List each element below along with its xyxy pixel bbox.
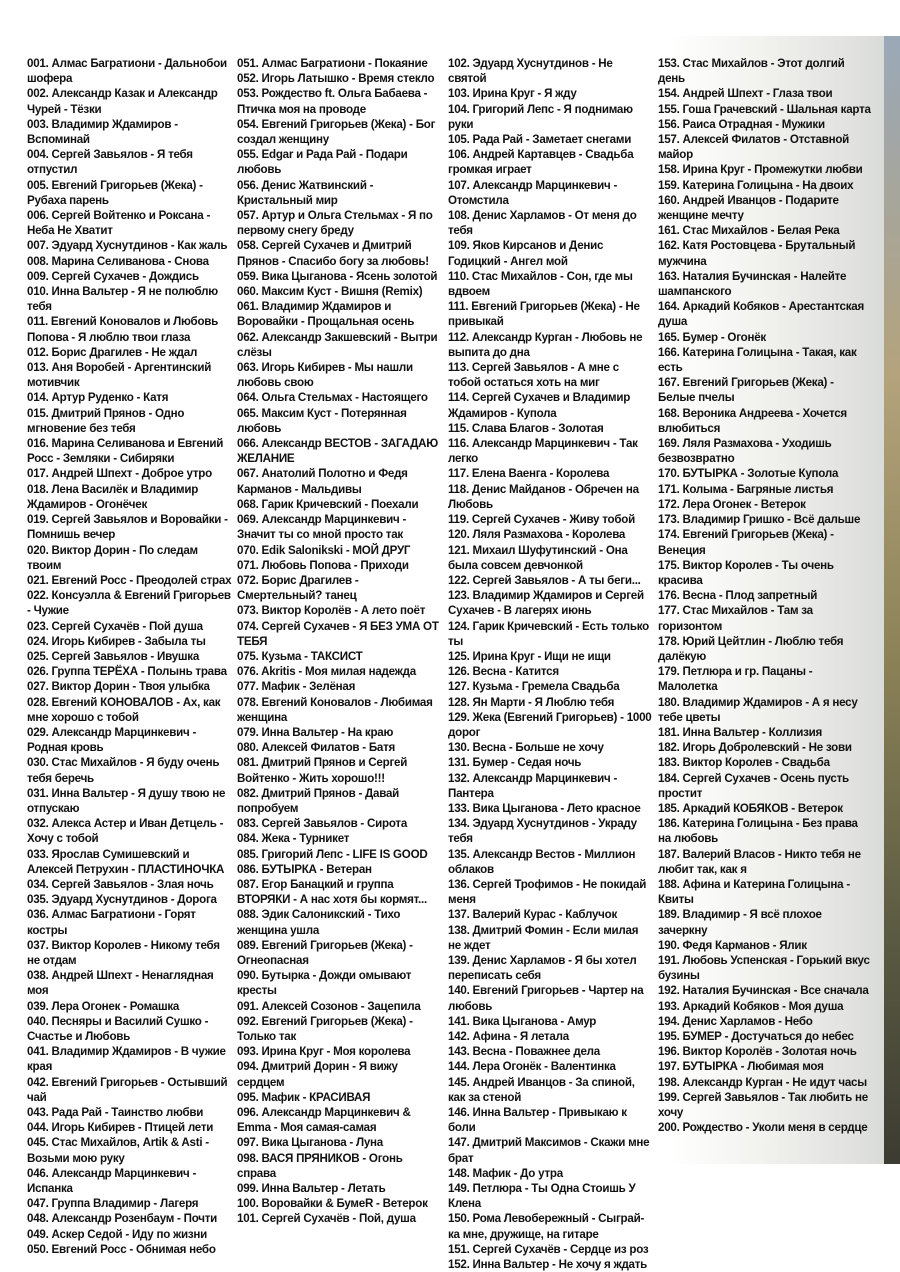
track-entry: 132. Александр Марцинкевич - Пантера [448,771,618,800]
track-entry: 007. Эдуард Хуснутдинов - Как жаль [27,239,228,253]
track-entry: 125. Ирина Круг - Ищи не ищи [448,649,611,663]
track-entry: 170. БУТЫРКА - Золотые Купола [658,467,839,481]
track-entry: 069. Александр Марцинкевич - Значит ты со мной просто так [237,513,407,542]
track-entry: 099. Инна Вальтер - Летать [237,1182,386,1196]
track-entry: 001. Алмас Багратиони - Дальнобои шофера [27,57,227,86]
track-entry: 095. Мафик - КРАСИВАЯ [237,1090,371,1104]
track-entry: 081. Дмитрий Прянов и Сергей Войтенко - Жить хорошо!!! [237,756,408,785]
track-entry: 049. Аскер Седой - Иду по жизни [27,1227,207,1241]
track-entry: 156. Раиса Отрадная - Мужики [658,117,825,131]
track-entry: 102. Эдуард Хуснутдинов - Не святой [448,57,613,86]
track-entry: 118. Денис Майданов - Обречен на Любовь [448,482,639,511]
track-entry: 111. Евгений Григорьев (Жека) - Не привыкай [448,300,640,329]
track-entry: 155. Гоша Грачевский - Шальная карта [658,102,871,116]
track-entry: 121. Михаил Шуфутинский - Она была совсем девчонкой [448,543,628,572]
track-entry: 030. Стас Михайлов - Я буду очень тебя беречь [27,756,220,785]
track-entry: 179. Петлюра и гр. Пацаны - Малолетка [658,665,813,694]
track-entry: 061. Владимир Ждамиров и Воровайки - Прощальная осень [237,300,415,329]
track-entry: 020. Виктор Дорин - По следам твоим [27,543,198,572]
track-entry: 027. Виктор Дорин - Твоя улыбка [27,680,210,694]
track-entry: 100. Воровайки & БумеR - Ветерок [237,1197,428,1211]
track-entry: 003. Владимир Ждамиров - Вспоминай [27,117,178,147]
track-entry: 135. Александр Вестов - Миллион облаков [448,847,636,876]
track-entry: 004. Сергей Завьялов - Я тебя отпустил [27,148,193,177]
track-entry: 112. Александр Курган - Любовь не выпита до дна [448,330,643,359]
track-entry: 085. Григорий Лепс - LIFE IS GOOD [237,847,428,861]
track-entry: 153. Стас Михайлов - Этот долгий день [658,57,845,86]
track-entry: 047. Группа Владимир - Лагеря [27,1197,199,1211]
track-entry: 078. Евгений Коновалов - Любимая женщина [237,695,433,724]
track-entry: 082. Дмитрий Прянов - Давай попробуем [237,786,400,815]
track-entry: 076. Akritis - Моя милая надежда [237,665,416,679]
track-entry: 060. Максим Куст - Вишня (Remix) [237,285,423,299]
track-entry: 018. Лена Василёк и Владимир Ждамиров - Огонёчек [27,482,199,511]
track-entry: 101. Сергей Сухачёв - Пой, душа [237,1212,416,1226]
track-entry: 193. Аркадий Кобяков - Моя душа [658,999,844,1013]
track-entry: 044. Игорь Кибирев - Птицей лети [27,1121,214,1135]
track-entry: 103. Ирина Круг - Я жду [448,87,577,101]
track-entry: 114. Сергей Сухачев и Владимир Ждамиров - Купола [448,391,631,420]
tracklist-panel [0,36,884,1272]
track-entry: 126. Весна - Катится [448,665,559,679]
track-entry: 199. Сергей Завьялов - Так любить не хочу [658,1090,868,1120]
track-entry: 172. Лера Огонек - Ветерок [658,497,806,511]
track-entry: 168. Вероника Андреева - Хочется влюбиться [658,406,847,435]
track-entry: 071. Любовь Попова - Приходи [237,558,409,572]
track-entry: 176. Весна - Плод запретный [658,589,818,603]
track-entry: 113. Сергей Завьялов - А мне с тобой остаться хоть на миг [448,361,619,390]
track-entry: 108. Денис Харламов - От меня до тебя [448,209,637,238]
track-entry: 015. Дмитрий Прянов - Одно мгновение без тебя [27,406,185,435]
track-entry: 157. Алексей Филатов - Отставной майор [658,133,850,162]
track-entry: 077. Мафик - Зелёная [237,680,356,694]
track-entry: 154. Андрей Шпехт - Глаза твои [658,87,833,101]
track-entry: 084. Жека - Турникет [237,832,350,846]
track-entry: 037. Виктор Королев - Никому тебя не отдам [27,938,220,967]
track-entry: 083. Сергей Завьялов - Сирота [237,817,408,831]
track-entry: 169. Ляля Размахова - Уходишь безвозвратно [658,437,832,466]
track-entry: 167. Евгений Григорьев (Жека) - Белые пчелы [658,376,834,405]
track-entry: 010. Инна Вальтер - Я не полюблю тебя [27,285,218,314]
track-entry: 038. Андрей Шпехт - Ненаглядная моя [27,969,214,998]
track-entry: 088. Эдик Салоникский - Тихо женщина ушла [237,908,401,937]
track-entry: 053. Рождество ft. Ольга Бабаева - Птичка моя на проводе [237,87,428,116]
track-entry: 014. Артур Руденко - Катя [27,391,169,405]
track-entry: 064. Ольга Стельмах - Настоящего [237,391,428,405]
track-entry: 158. Ирина Круг - Промежутки любви [658,163,863,177]
track-entry: 021. Евгений Росс - Преодолей страх [27,573,232,587]
tracklist-column-2 [237,56,443,1226]
track-entry: 181. Инна Вальтер - Коллизия [658,725,822,739]
track-entry: 187. Валерий Власов - Никто тебя не любит так, как я [658,847,861,876]
track-entry: 036. Алмас Багратиони - Горят костры [27,908,196,937]
track-entry: 039. Лера Огонек - Ромашка [27,999,180,1013]
track-entry: 002. Александр Казак и Александр Чурей - Тёзки [27,87,218,116]
track-entry: 141. Вика Цыганова - Амур [448,1014,597,1028]
track-entry: 016. Марина Селиванова и Евгений Росс - Земляки - Сибиряки [27,437,224,466]
track-entry: 131. Бумер - Седая ночь [448,756,582,770]
track-entry: 092. Евгений Григорьев (Жека) - Только так [237,1014,413,1043]
track-entry: 041. Владимир Ждамиров - В чужие края [27,1045,226,1074]
track-entry: 164. Аркадий Кобяков - Арестантская душа [658,300,864,329]
track-entry: 040. Песняры и Василий Сушко - Счастье и Любовь [27,1014,209,1043]
track-entry: 148. Мафик - До утра [448,1166,563,1180]
track-entry: 045. Стас Михайлов, Artik & Asti - Возьми мою руку [27,1136,209,1165]
track-entry: 107. Александр Марцинкевич - Отомстила [448,178,618,207]
track-entry: 180. Владимир Ждамиров - А я несу тебе цветы [658,695,858,724]
track-entry: 134. Эдуард Хуснутдинов - Украду тебя [448,817,637,846]
track-entry: 023. Сергей Сухачёв - Пой душа [27,619,203,633]
track-entry: 122. Сергей Завьялов - А ты беги... [448,573,641,587]
track-entry: 192. Наталия Бучинская - Все сначала [658,984,869,998]
track-entry: 140. Евгений Григорьев - Чартер на любовь [448,984,644,1013]
track-entry: 050. Евгений Росс - Обнимая небо [27,1242,216,1256]
track-entry: 161. Стас Михайлов - Белая Река [658,224,840,238]
track-entry: 173. Владимир Гришко - Всё дальше [658,513,861,527]
track-entry: 129. Жека (Евгений Григорьев) - 1000 дорог [448,710,652,739]
track-entry: 043. Рада Рай - Таинство любви [27,1106,204,1120]
track-entry: 189. Владимир - Я всё плохое зачеркну [658,908,822,937]
track-entry: 091. Алексей Созонов - Зацепила [237,999,421,1013]
track-entry: 022. Консуэлла & Евгений Григорьев - Чужие [27,589,231,618]
track-entry: 093. Ирина Круг - Моя королева [237,1045,411,1059]
track-entry: 145. Андрей Иванцов - За спиной, как за стеной [448,1075,635,1104]
track-entry: 072. Борис Драгилев - Смертельный? танец [237,573,359,603]
track-entry: 017. Андрей Шпехт - Доброе утро [27,467,212,481]
cover-art-edge [884,36,900,1164]
track-entry: 117. Елена Ваенга - Королева [448,467,610,481]
track-entry: 059. Вика Цыганова - Ясень золотой [237,269,438,283]
track-entry: 006. Сергей Войтенко и Роксана - Неба Не Хватит [27,209,211,238]
track-entry: 195. БУМЕР - Достучаться до небес [658,1030,854,1043]
track-entry: 200. Рождество - Уколи меня в сердце [658,1121,868,1135]
track-entry: 143. Весна - Поважнее дела [448,1045,600,1059]
track-entry: 056. Денис Жатвинский - Кристальный мир [237,178,374,207]
track-entry: 115. Слава Благов - Золотая [448,421,604,435]
track-entry: 068. Гарик Кричевский - Поехали [237,497,419,511]
track-entry: 109. Яков Кирсанов и Денис Годицкий - Ангел мой [448,239,604,268]
track-entry: 110. Стас Михайлов - Сон, где мы вдвоем [448,269,633,299]
track-entry: 128. Ян Марти - Я Люблю тебя [448,695,615,709]
track-entry: 052. Игорь Латышко - Время стекло [237,72,435,86]
track-entry: 008. Марина Селиванова - Снова [27,254,209,268]
track-entry: 025. Сергей Завьялов - Ивушка [27,649,200,663]
track-entry: 054. Евгений Григорьев (Жека) - Бог создал женщину [237,117,436,147]
track-entry: 151. Сергей Сухачёв - Сердце из роз [448,1242,649,1256]
track-entry: 139. Денис Харламов - Я бы хотел переписать себя [448,953,637,983]
track-entry: 026. Группа ТЕРЁХА - Полынь трава [27,665,227,679]
track-entry: 012. Борис Драгилев - Не ждал [27,345,198,359]
track-entry: 089. Евгений Григорьев (Жека) - Огнеопасная [237,938,413,967]
track-entry: 063. Игорь Кибирев - Мы нашли любовь свою [237,361,413,390]
track-entry: 032. Алекса Астер и Иван Детцель - Хочу с тобой [27,817,224,846]
track-entry: 057. Артур и Ольга Стельмах - Я по первому снегу бреду [237,209,433,238]
track-entry: 133. Вика Цыганова - Лето красное [448,801,641,815]
track-entry: 094. Дмитрий Дорин - Я вижу сердцем [237,1060,398,1089]
track-entry: 034. Сергей Завьялов - Злая ночь [27,877,214,891]
track-entry: 182. Игорь Добролевский - Не зови [658,741,852,755]
track-entry: 051. Алмас Багратиони - Покаяние [237,57,428,70]
tracklist-column-3 [448,56,653,1272]
track-entry: 123. Владимир Ждамиров и Сергей Сухачев - В лагерях июнь [448,589,644,618]
track-entry: 159. Катерина Голицына - На двоих [658,178,854,192]
track-entry: 009. Сергей Сухачев - Дождись [27,269,199,283]
track-entry: 149. Петлюра - Ты Одна Стоишь У Клена [448,1182,636,1211]
track-entry: 079. Инна Вальтер - На краю [237,725,394,739]
track-entry: 024. Игорь Кибирев - Забыла ты [27,634,206,648]
track-entry: 175. Виктор Королев - Ты очень красива [658,558,834,587]
track-entry: 150. Рома Левобережный - Сыграй-ка мне, дружище, на гитаре [448,1212,645,1241]
track-entry: 152. Инна Вальтер - Не хочу я ждать [448,1258,648,1272]
track-entry: 098. ВАСЯ ПРЯНИКОВ - Огонь справа [237,1151,403,1180]
track-entry: 074. Сергей Сухачев - Я БЕЗ УМА ОТ ТЕБЯ [237,619,439,648]
track-entry: 197. БУТЫРКА - Любимая моя [658,1060,824,1074]
track-entry: 119. Сергей Сухачев - Живу тобой [448,513,635,527]
track-entry: 096. Александр Марцинкевич & Emma - Моя самая-самая [237,1106,411,1135]
track-entry: 185. Аркадий КОБЯКОВ - Ветерок [658,801,843,815]
track-entry: 147. Дмитрий Максимов - Скажи мне брат [448,1136,650,1165]
track-entry: 191. Любовь Успенская - Горький вкус бузины [658,953,870,983]
track-entry: 116. Александр Марцинкевич - Так легко [448,437,638,466]
track-entry: 196. Виктор Королёв - Золотая ночь [658,1045,857,1059]
track-entry: 127. Кузьма - Гремела Свадьба [448,680,620,694]
track-entry: 174. Евгений Григорьев (Жека) - Венеция [658,528,834,557]
track-entry: 160. Андрей Иванцов - Подарите женщине мечту [658,193,839,223]
track-entry: 031. Инна Вальтер - Я душу твою не отпускаю [27,786,226,815]
track-entry: 137. Валерий Курас - Каблучок [448,908,618,922]
track-entry: 186. Катерина Голицына - Без права на любовь [658,817,858,846]
track-entry: 046. Александр Марцинкевич - Испанка [27,1166,197,1196]
track-entry: 177. Стас Михайлов - Там за горизонтом [658,604,813,633]
track-entry: 106. Андрей Картавцев - Свадьба громкая играет [448,148,634,177]
track-entry: 019. Сергей Завьялов и Воровайки - Помнишь вечер [27,513,228,542]
track-entry: 194. Денис Харламов - Небо [658,1014,813,1028]
track-entry: 075. Кузьма - ТАКСИСТ [237,649,363,663]
track-entry: 090. Бутырка - Дожди омывают кресты [237,969,412,998]
track-entry: 136. Сергей Трофимов - Не покидай меня [448,877,647,907]
track-entry: 105. Рада Рай - Заметает снегами [448,133,632,147]
track-entry: 184. Сергей Сухачев - Осень пусть простит [658,771,849,800]
track-entry: 144. Лера Огонёк - Валентинка [448,1060,616,1074]
track-entry: 062. Александр Закшевский - Вытри слёзы [237,330,438,359]
track-entry: 073. Виктор Королёв - А лето поёт [237,604,426,618]
track-entry: 065. Максим Куст - Потерянная любовь [237,406,407,435]
track-entry: 097. Вика Цыганова - Луна [237,1136,383,1150]
track-entry: 171. Колыма - Багряные листья [658,482,834,496]
track-entry: 183. Виктор Королев - Свадьба [658,756,830,770]
track-entry: 028. Евгений КОНОВАЛОВ - Ах, как мне хорошо с тобой [27,695,221,724]
track-entry: 165. Бумер - Огонёк [658,330,766,344]
track-entry: 146. Инна Вальтер - Привыкаю к боли [448,1106,627,1135]
track-entry: 042. Евгений Григорьев - Остывший чай [27,1075,228,1104]
track-entry: 067. Анатолий Полотно и Федя Карманов - Мальдивы [237,467,408,496]
track-entry: 058. Сергей Сухачев и Дмитрий Прянов - Спасибо богу за любовь! [237,239,429,268]
track-entry: 142. Афина - Я летала [448,1030,569,1043]
track-entry: 070. Edik Salonikski - МОЙ ДРУГ [237,543,411,557]
track-entry: 138. Дмитрий Фомин - Если милая не ждет [448,923,639,952]
track-entry: 029. Александр Марцинкевич - Родная кровь [27,725,197,755]
track-entry: 188. Афина и Катерина Голицына - Квиты [658,877,850,907]
track-entry: 066. Александр ВЕСТОВ - ЗАГАДАЮ ЖЕЛАНИЕ [237,437,438,466]
track-entry: 178. Юрий Цейтлин - Люблю тебя далёкую [658,634,844,663]
tracklist-column-4 [658,56,872,1156]
track-entry: 080. Алексей Филатов - Батя [237,741,396,755]
track-entry: 035. Эдуард Хуснутдинов - Дорога [27,893,217,907]
track-entry: 033. Ярослав Сумишевский и Алексей Петрухин - ПЛАСТИНОЧКА [27,847,225,876]
track-entry: 087. Егор Банацкий и группа ВТОРЯКИ - А нас хотя бы кормят... [237,877,427,907]
track-entry: 104. Григорий Лепс - Я поднимаю руки [448,102,633,131]
scanned-page [0,36,900,1272]
track-entry: 198. Александр Курган - Не идут часы [658,1075,867,1089]
track-entry: 086. БУТЫРКА - Ветеран [237,862,372,876]
track-entry: 190. Федя Карманов - Ялик [658,938,807,952]
track-entry: 055. Edgar и Рада Рай - Подари любовь [237,148,408,177]
track-entry: 048. Александр Розенбаум - Почти [27,1212,218,1226]
track-entry: 005. Евгений Григорьев (Жека) - Рубаха парень [27,178,203,207]
track-entry: 162. Катя Ростовцева - Брутальный мужчина [658,239,856,268]
track-entry: 011. Евгений Коновалов и Любовь Попова - Я люблю твои глаза [27,315,219,344]
track-entry: 130. Весна - Больше не хочу [448,741,604,755]
track-entry: 120. Ляля Размахова - Королева [448,528,626,542]
track-entry: 013. Аня Воробей - Аргентинский мотивчик [27,361,212,390]
track-entry: 124. Гарик Кричевский - Есть только ты [448,619,649,648]
tracklist-column-1 [27,56,232,1256]
track-entry: 166. Катерина Голицына - Такая, как есть [658,345,857,375]
track-entry: 163. Наталия Бучинская - Налейте шампанского [658,269,847,299]
